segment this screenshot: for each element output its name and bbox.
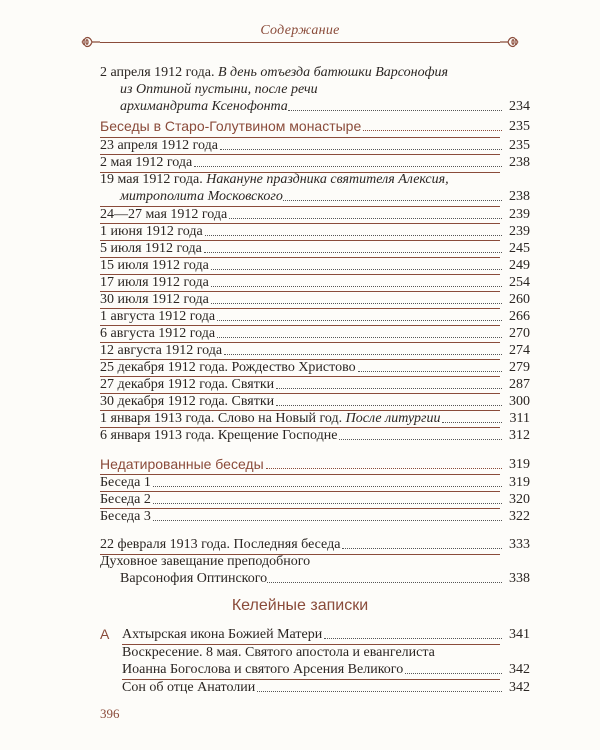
toc-entry[interactable]: Беседа 2 320: [100, 492, 530, 507]
toc-entry-resurrection[interactable]: Воскресение. 8 мая. Святого апостола и евангелиста Иоанна Богослова и святого Арсения Великого 342: [122, 645, 530, 677]
page-number-footer: 396: [100, 706, 120, 721]
toc-list-undated: [100, 474, 530, 525]
toc-entry[interactable]: Беседа 1 319: [100, 475, 530, 490]
toc-entry-akhtyrka[interactable]: Ахтырская икона Божией Матери 341: [122, 627, 530, 642]
toc-entry[interactable]: 1 января 1913 года. Слово на Новый год. После литургии 311: [100, 411, 530, 426]
section-heading-cell-notes: Келейные записки: [231, 597, 369, 614]
toc-entry-may19[interactable]: 19 мая 1912 года. Накануне праздника святителя Алексия, митрополита Московского 238: [100, 172, 530, 204]
section-title: Беседы в Старо-Голутвином монастыре: [100, 118, 362, 134]
toc-entry[interactable]: 30 декабря 1912 года. Святки 300: [100, 394, 530, 409]
toc-entry[interactable]: 27 декабря 1912 года. Святки 287: [100, 377, 530, 392]
page-number: 234: [509, 99, 530, 114]
toc-entry[interactable]: 1 августа 1912 года 266: [100, 309, 530, 324]
toc-entry[interactable]: 5 июля 1912 года 245: [100, 241, 530, 256]
toc-entry-dream[interactable]: Сон об отце Анатолии 342: [122, 680, 530, 695]
toc-entry[interactable]: 24—27 мая 1912 года 239: [100, 207, 530, 222]
toc-entry-april2[interactable]: 2 апреля 1912 года. В день отъезда батюшки Варсонофия из Оптиной пустыни, после речи архимандрита Ксенофонта 234: [100, 65, 530, 114]
toc-entry[interactable]: 23 апреля 1912 года 235: [100, 138, 530, 153]
toc-section-undated[interactable]: Недатированные беседы 319: [100, 456, 530, 472]
toc-entry[interactable]: 15 июля 1912 года 249: [100, 258, 530, 273]
header-title: Содержание: [260, 23, 340, 38]
header-rule: [100, 42, 500, 43]
toc-entry[interactable]: 17 июля 1912 года 254: [100, 275, 530, 290]
index-letter: А: [100, 626, 110, 642]
toc-entry[interactable]: 12 августа 1912 года 274: [100, 343, 530, 358]
toc-list-golutvin-2: [100, 154, 530, 171]
ornament-right-icon: [498, 32, 520, 52]
toc-entry[interactable]: 6 января 1913 года. Крещение Господне 312: [100, 428, 530, 443]
toc-entry[interactable]: 6 августа 1912 года 270: [100, 326, 530, 341]
toc-entry-testament[interactable]: Духовное завещание преподобного Варсонофия Оптинского 338: [100, 554, 530, 586]
toc-entry[interactable]: 2 мая 1912 года 238: [100, 155, 530, 170]
toc-entry[interactable]: 1 июня 1912 года 239: [100, 224, 530, 239]
toc-entry[interactable]: 30 июля 1912 года 260: [100, 292, 530, 307]
toc-entry-feb22[interactable]: 22 февраля 1913 года. Последняя беседа 333: [100, 537, 530, 552]
toc-list-golutvin: [100, 137, 530, 154]
section-title: Недатированные беседы: [100, 456, 264, 472]
toc-entry[interactable]: 25 декабря 1912 года. Рождество Христово 279: [100, 360, 530, 375]
toc-entry[interactable]: Беседа 3 322: [100, 509, 530, 524]
running-header: [80, 18, 520, 46]
toc-section-golutvin[interactable]: Беседы в Старо-Голутвином монастыре 235: [100, 118, 530, 134]
